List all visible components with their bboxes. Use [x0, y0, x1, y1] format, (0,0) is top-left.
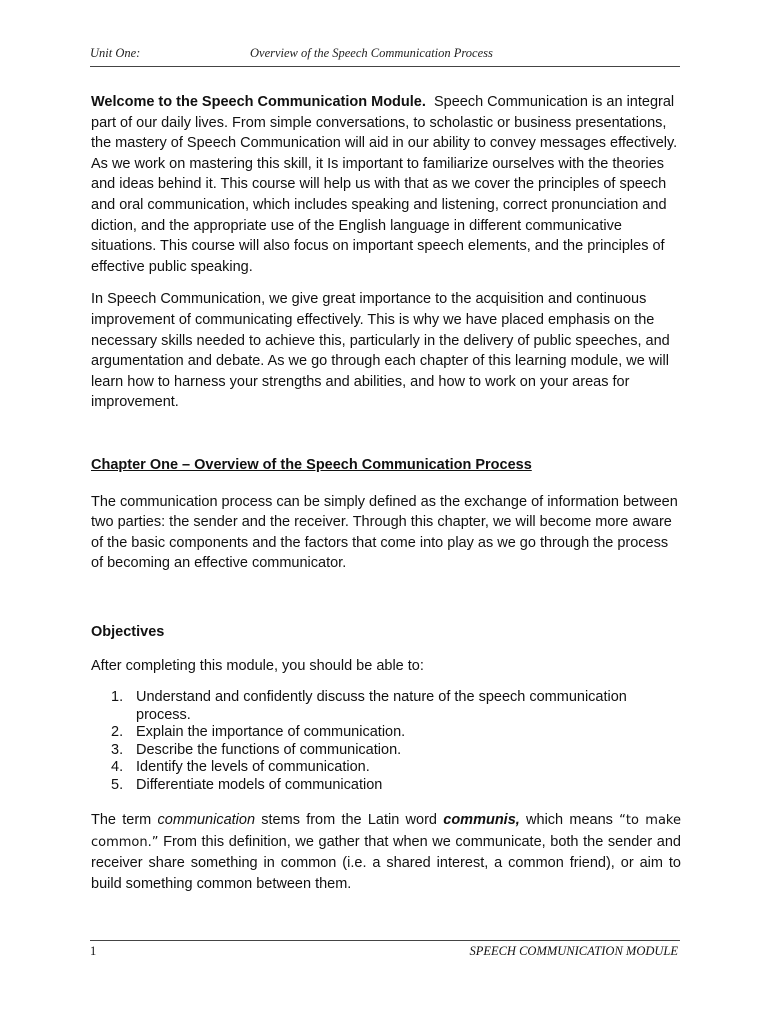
page-body [91, 92, 681, 894]
list-item-number: 2. [111, 724, 124, 741]
term-text-d: From this definition, we gather that when we communicate, both the sender and receiver share something in common (i.e. a shared interest, a common friend), or aim to build something common between them. [91, 833, 681, 892]
term-word: communication [157, 812, 256, 829]
list-item-number: 4. [111, 759, 124, 776]
chapter-heading: Chapter One – Overview of the Speech Communication Process [91, 456, 532, 473]
intro-text-1: Speech Communication is an integral part of our daily lives. From simple conversations, to scholastic or business presentations, the mastery of Speech Communication will aid in our ability to convey messages effectively. As we work on mastering this skill, it Is important to familiarize ourselves with the theories and ideas behind it. This course will help us with that as we cover the principles of speech and oral communication, which includes speaking and listening, correct pronunciation and diction, and the appropriate use of the English language in different communicative situations. This course will also focus on important speech elements, and the principles of effective public speaking. [91, 94, 678, 275]
list-item-text: Identify the levels of communication. [136, 759, 370, 776]
list-item [91, 759, 681, 777]
chapter-paragraph: The communication process can be simply defined as the exchange of information between two parties: the sender and the receiver. Through this chapter, we will become more aware of the basic components and the factors that come into play as we go through the process of becoming an effective communicator. [91, 493, 678, 572]
intro-paragraph-2: In Speech Communication, we give great importance to the acquisition and continuous improvement of communicating effectively. This is why we have placed emphasis on the necessary skills needed to achieve this, particularly in the delivery of public speeches, and argumentation and debate. As we go through each chapter of this learning module, we will learn how to harness your strengths and abilities, and how to work on your areas for improvement. [91, 291, 670, 411]
header-title: Overview of the Speech Communication Process [250, 46, 493, 60]
header-divider [90, 66, 680, 67]
term-text-c: which means [519, 812, 620, 829]
term-text-a: The term [91, 812, 158, 829]
list-item-text: Differentiate models of communication [136, 776, 383, 793]
list-item-text: Describe the functions of communication. [136, 741, 402, 758]
list-item [91, 724, 681, 742]
term-paragraph [91, 810, 681, 894]
list-item [91, 742, 681, 760]
list-item [91, 689, 681, 724]
objectives-intro: After completing this module, you should be able to: [91, 658, 424, 675]
latin-word: communis, [443, 812, 520, 829]
term-text-b: stems from the Latin word [255, 812, 444, 829]
list-item-text: Explain the importance of communication. [136, 724, 406, 741]
list-item-text: Understand and confidently discuss the nature of the speech communication process. [136, 689, 627, 723]
page-number: 1 [90, 944, 97, 958]
list-item-number: 1. [111, 689, 124, 706]
objectives-list [91, 689, 681, 794]
list-item [91, 777, 681, 795]
header-unit: Unit One: [90, 46, 141, 60]
term-quote: “to make common.” [91, 813, 681, 850]
footer-divider [90, 940, 680, 941]
list-item-number: 3. [111, 741, 124, 758]
intro-lead: Welcome to the Speech Communication Module. [91, 94, 426, 110]
intro-paragraph-1 [91, 92, 681, 277]
footer-module-title: SPEECH COMMUNICATION MODULE [469, 944, 678, 958]
list-item-number: 5. [111, 776, 124, 793]
objectives-heading: Objectives [91, 623, 165, 640]
